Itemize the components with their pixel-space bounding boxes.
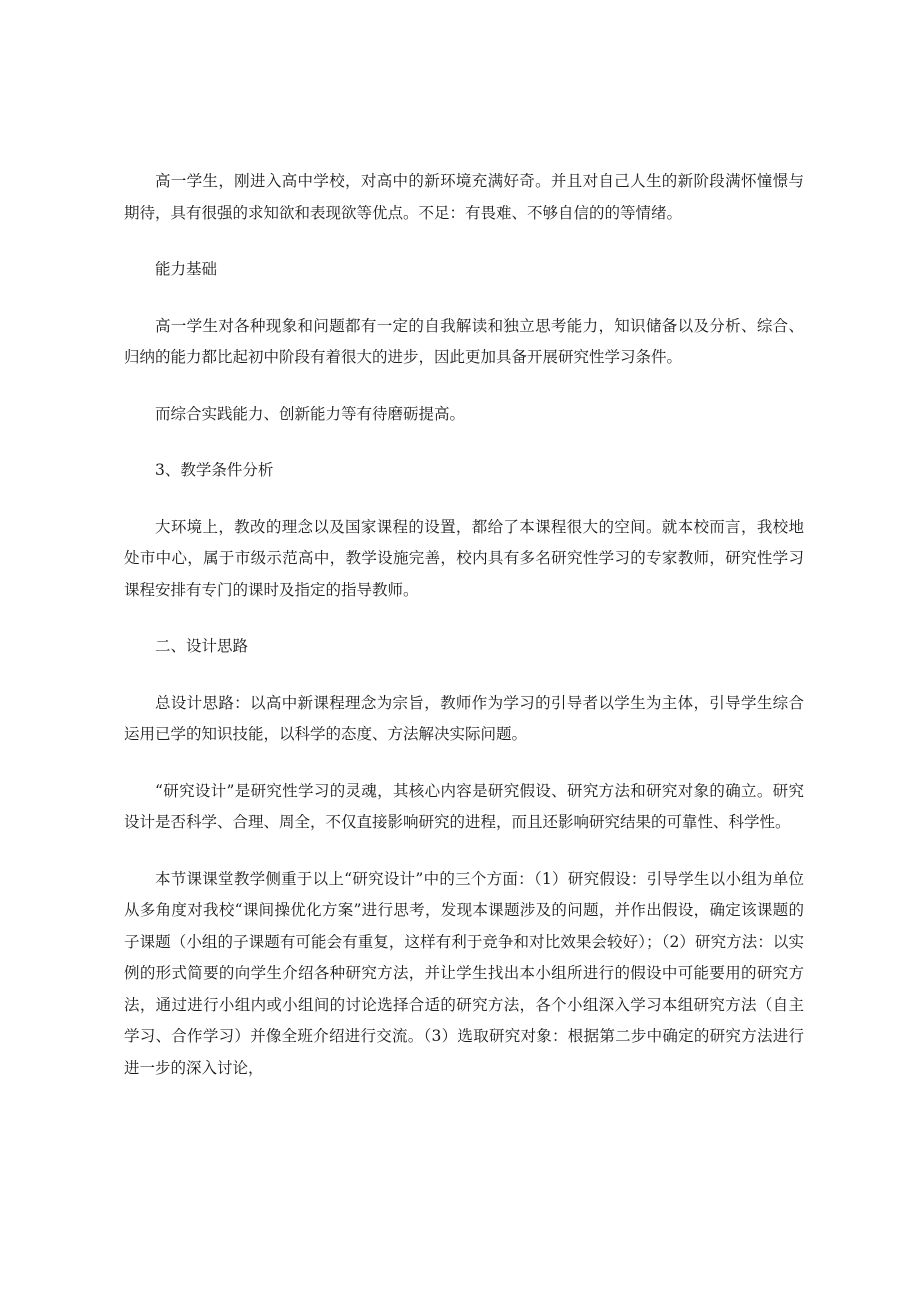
paragraph-overall-design: 总设计思路：以高中新课程理念为宗旨，教师作为学习的引导者以学生为主体，引导学生综合运用已学的知识技能，以科学的态度、方法解决实际问题。 bbox=[124, 693, 804, 743]
document-body bbox=[124, 166, 804, 1109]
paragraph-ability-improvement: 而综合实践能力、创新能力等有待磨砺提高。 bbox=[155, 404, 466, 423]
paragraph-teaching-conditions: 大环境上，教改的理念以及国家课程的设置，都给了本课程很大的空间。就本校而言，我校地处市中心，属于市级示范高中，教学设施完善，校内具有多名研究性学习的专家教师，研究性学习课程安排有专门的课时及指定的指导教师。 bbox=[124, 517, 804, 599]
heading-design-ideas: 二、设计思路 bbox=[155, 637, 249, 655]
paragraph-ability-description: 高一学生对各种现象和问题都有一定的自我解读和独立思考能力，知识储备以及分析、综合、归纳的能力都比起初中阶段有着很大的进步，因此更加具备开展研究性学习条件。 bbox=[124, 316, 804, 366]
paragraph-student-traits: 高一学生，刚进入高中学校，对高中的新环境充满好奇。并且对自己人生的新阶段满怀憧憬与期待，具有很强的求知欲和表现欲等优点。不足：有畏难、不够自信的的等情绪。 bbox=[124, 172, 804, 222]
paragraph-lesson-focus: 本节课课堂教学侧重于以上“研究设计”中的三个方面：（1）研究假设：引导学生以小组为单位从多角度对我校“课间操优化方案”进行思考，发现本课题涉及的问题，并作出假设，确定该课题的子课题（小组的子课题有可能会有重复，这样有利于竞争和对比效果会较好）；（2）研究方法：以实例的形式简要的向学生介绍各种研究方法，并让学生找出本小组所进行的假设中可能要用的研究方法，通过进行小组内或小组间的讨论选择合适的研究方法，各个小组深入学习本组研究方法（自主学习、合作学习）并像全班介绍进行交流。（3）选取研究对象：根据第二步中确定的研究方法进行进一步的深入讨论， bbox=[124, 869, 804, 1077]
paragraph-research-design: “研究设计”是研究性学习的灵魂，其核心内容是研究假设、研究方法和研究对象的确立。研究设计是否科学、合理、周全，不仅直接影响研究的进程，而且还影响研究结果的可靠性、科学性。 bbox=[124, 781, 804, 831]
heading-teaching-conditions: 3、教学条件分析 bbox=[155, 461, 274, 479]
heading-ability-basis: 能力基础 bbox=[155, 260, 218, 278]
